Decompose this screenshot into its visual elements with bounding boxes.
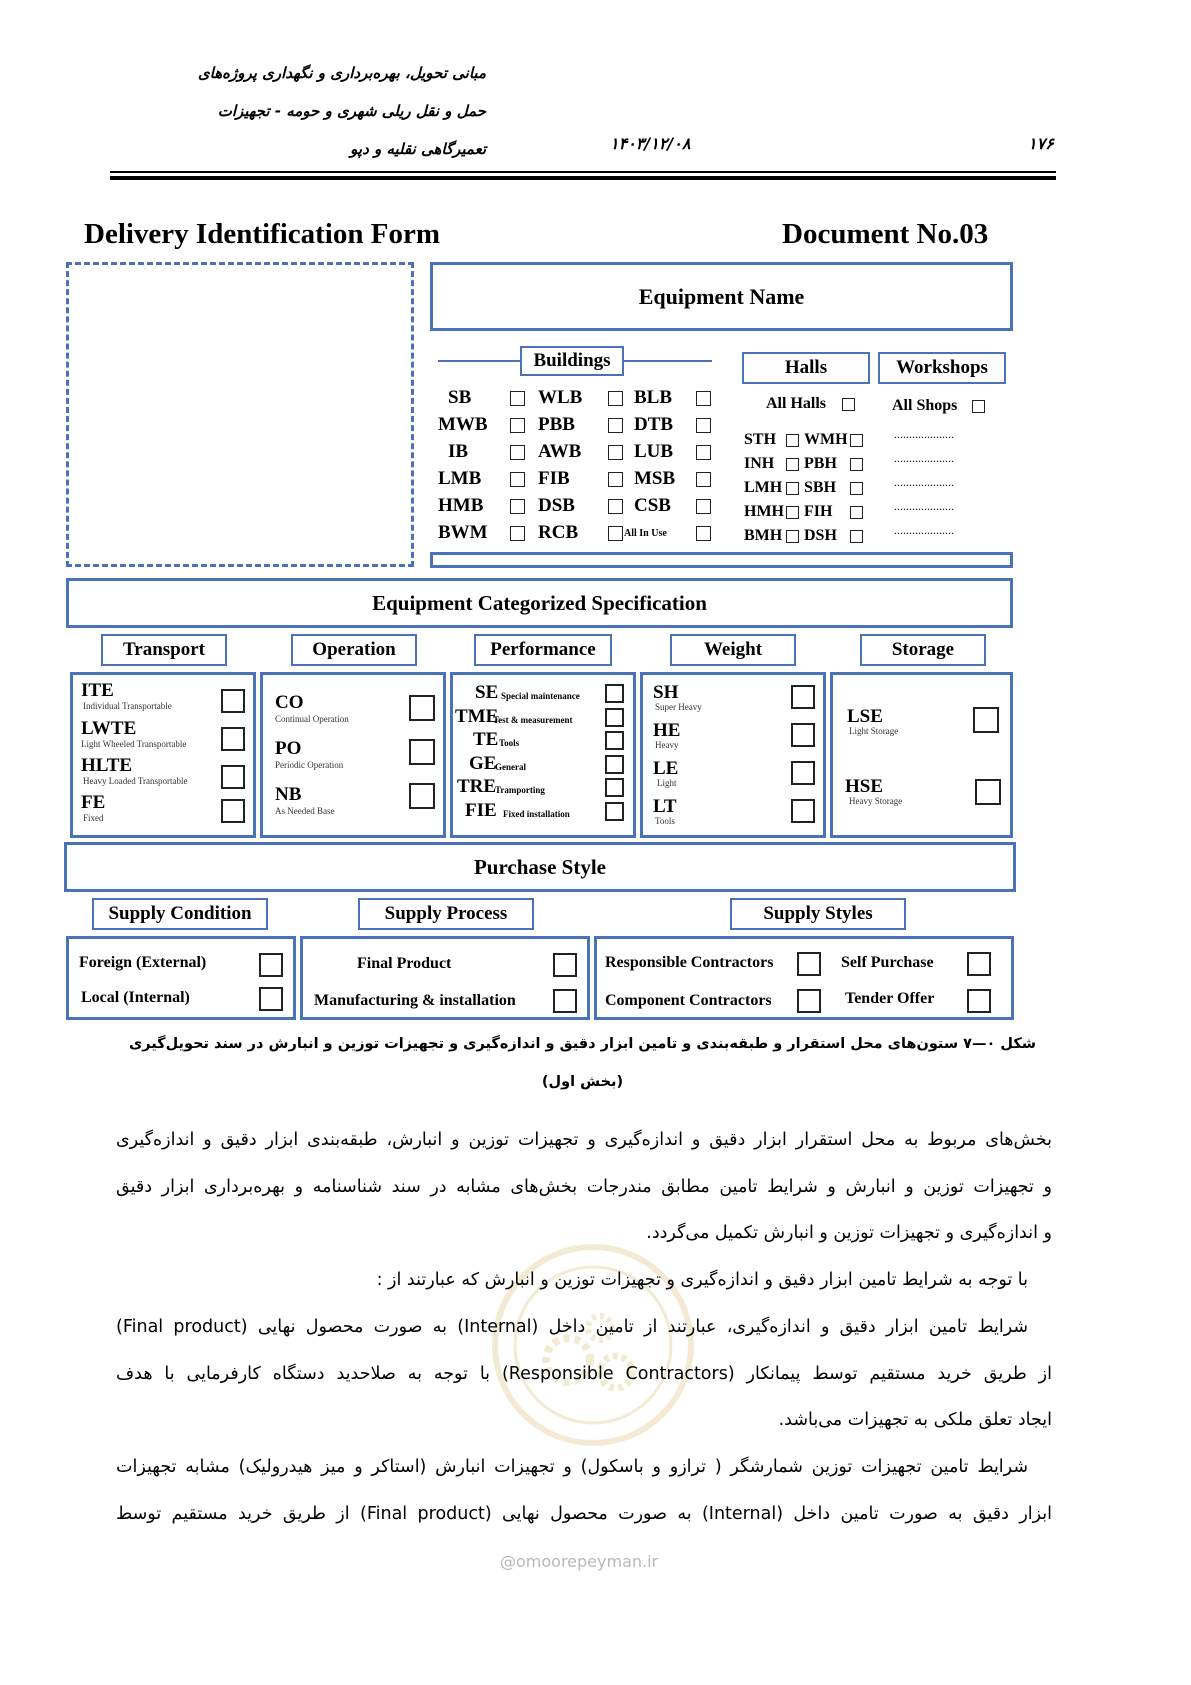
lt-code: LT — [653, 796, 677, 817]
workshop-field-5[interactable]: .................... — [894, 523, 954, 537]
workshop-field-4[interactable]: .................... — [894, 499, 954, 513]
header-date: ۱۴۰۳/۱۲/۰۸ — [610, 134, 691, 153]
workshops-label: Workshops — [878, 352, 1006, 384]
weight-box — [640, 672, 826, 838]
sh-desc: Super Heavy — [655, 702, 702, 712]
hall-wmh-checkbox[interactable] — [850, 434, 863, 447]
building-bwm-label: BWM — [438, 522, 488, 543]
perf-te-desc: Tools — [499, 738, 520, 748]
perf-tre-code: TRE — [457, 776, 497, 797]
supply-styles-box — [594, 936, 1014, 1020]
building-hmb-label: HMB — [438, 495, 484, 516]
nb-checkbox[interactable] — [409, 783, 435, 809]
hall-wmh-label: WMH — [804, 431, 848, 448]
manufacturing-checkbox[interactable] — [553, 989, 577, 1013]
final-product-checkbox[interactable] — [553, 953, 577, 977]
perf-te-checkbox[interactable] — [605, 731, 624, 750]
perf-tre-checkbox[interactable] — [605, 778, 624, 797]
ite-checkbox[interactable] — [221, 689, 245, 713]
building-msb-checkbox[interactable] — [696, 472, 711, 487]
transport-label: Transport — [101, 634, 227, 666]
supply-styles-label: Supply Styles — [730, 898, 906, 930]
halls-label: Halls — [742, 352, 870, 384]
building-lmb-checkbox[interactable] — [510, 472, 525, 487]
equipment-name-label: Equipment Name — [638, 283, 805, 309]
building-ib-label: IB — [448, 441, 469, 462]
he-desc: Heavy — [655, 740, 679, 750]
final-product-label: Final Product — [357, 955, 452, 972]
body-line-5: شرایط تامین ابزار دقیق و اندازه‌گیری، عبارتند از تامین داخل (Internal) به صورت محصول نهایی (Final product) — [116, 1317, 1029, 1337]
responsible-contractors-checkbox[interactable] — [797, 952, 821, 976]
purchase-style-title: Purchase Style — [473, 854, 607, 879]
hall-bmh-checkbox[interactable] — [786, 530, 799, 543]
perf-se-code: SE — [475, 682, 499, 703]
self-purchase-checkbox[interactable] — [967, 952, 991, 976]
hall-inh-label: INH — [744, 455, 775, 472]
body-line-4: با توجه به شرایط تامین ابزار دقیق و اندازه‌گیری و تجهیزات توزین و انبارش که عبارتند از : — [376, 1270, 1028, 1290]
hall-sth-label: STH — [744, 431, 777, 448]
perf-se-checkbox[interactable] — [605, 684, 624, 703]
all-halls-checkbox[interactable] — [842, 398, 855, 411]
building-dsb-label: DSB — [538, 495, 575, 516]
building-lub-checkbox[interactable] — [696, 445, 711, 460]
supply-condition-box — [66, 936, 296, 1020]
storage-label: Storage — [860, 634, 986, 666]
building-dtb-label: DTB — [634, 414, 674, 435]
hall-hmh-label: HMH — [744, 503, 784, 520]
component-contractors-label: Component Contractors — [605, 992, 772, 1009]
building-all-in-use-checkbox[interactable] — [696, 526, 711, 541]
location-bottom-bar — [430, 552, 1013, 568]
transport-box — [70, 672, 256, 838]
hse-code: HSE — [845, 776, 884, 797]
header-rule-bottom — [110, 176, 1056, 180]
workshop-field-2[interactable]: .................... — [894, 451, 954, 465]
workshop-field-1[interactable]: .................... — [894, 427, 954, 441]
hall-fih-label: FIH — [804, 503, 833, 520]
hall-inh-checkbox[interactable] — [786, 458, 799, 471]
le-checkbox[interactable] — [791, 761, 815, 785]
page-number: ۱۷۶ — [1028, 134, 1054, 153]
perf-tme-desc: Test & measurement — [493, 714, 573, 725]
all-shops-label: All Shops — [892, 397, 958, 414]
lwte-desc: Light Wheeled Transportable — [81, 739, 187, 749]
categorized-spec-title-box — [66, 578, 1013, 628]
building-ib-checkbox[interactable] — [510, 445, 525, 460]
lt-checkbox[interactable] — [791, 799, 815, 823]
foreign-checkbox[interactable] — [259, 953, 283, 977]
workshop-field-3[interactable]: .................... — [894, 475, 954, 489]
perf-tre-desc: Tramporting — [495, 785, 545, 795]
building-bwm-checkbox[interactable] — [510, 526, 525, 541]
building-dtb-checkbox[interactable] — [696, 418, 711, 433]
foreign-label: Foreign (External) — [79, 954, 207, 971]
ite-code: ITE — [81, 680, 114, 701]
sh-checkbox[interactable] — [791, 685, 815, 709]
ite-desc: Individual Transportable — [83, 701, 172, 711]
building-sb-label: SB — [448, 387, 472, 408]
tender-offer-label: Tender Offer — [845, 990, 935, 1007]
operation-label: Operation — [291, 634, 417, 666]
figure-caption-part: (بخش اول) — [541, 1074, 624, 1090]
building-hmb-checkbox[interactable] — [510, 499, 525, 514]
local-label: Local (Internal) — [81, 989, 190, 1006]
hall-lmh-checkbox[interactable] — [786, 482, 799, 495]
perf-fie-code: FIE — [465, 799, 497, 821]
perf-fie-checkbox[interactable] — [605, 802, 624, 821]
po-checkbox[interactable] — [409, 739, 435, 765]
building-wlb-checkbox[interactable] — [608, 391, 623, 406]
hall-pbh-label: PBH — [804, 455, 837, 472]
building-wlb-label: WLB — [538, 387, 583, 408]
perf-fie-desc: Fixed installation — [503, 808, 570, 819]
body-line-2: و تجهیزات توزین و انبارش و شرایط تامین مطابق مندرجات بخش‌های مشابه در سند شناسنامه و بهره‌برداری ابزار دقیق — [116, 1177, 1052, 1197]
lwte-code: LWTE — [81, 718, 137, 739]
responsible-contractors-label: Responsible Contractors — [605, 954, 774, 971]
perf-tme-code: TME — [455, 705, 499, 727]
lse-desc: Light Storage — [849, 726, 899, 736]
header-title-line-3: تعمیرگاهی نقلیه و دپو — [350, 140, 486, 158]
equipment-name-box[interactable] — [430, 262, 1013, 331]
building-lub-label: LUB — [634, 441, 674, 462]
form-title: Delivery Identification Form — [84, 218, 440, 250]
hall-dsh-label: DSH — [804, 527, 837, 544]
lt-desc: Tools — [655, 816, 675, 826]
location-panel — [430, 340, 1013, 568]
hall-sth-checkbox[interactable] — [786, 434, 799, 447]
lse-code: LSE — [847, 706, 883, 727]
hall-sbh-label: SBH — [804, 479, 837, 496]
building-msb-label: MSB — [634, 468, 676, 489]
body-line-8: شرایط تامین تجهیزات توزین شمارشگر ( ترازو و باسکول) و تجهیزات انبارش (استاکر و میز هیدرولیک) مشابه تجهیزات — [116, 1457, 1028, 1477]
fe-desc: Fixed — [83, 813, 104, 823]
figure-caption: شکل ۰—۷ ستون‌های محل استقرار و طبقه‌بندی و تامین ابزار دقیق و اندازه‌گیری و تجهیزات توزین و انبارش در سند تحویل‌گیری — [128, 1036, 1037, 1052]
building-fib-checkbox[interactable] — [608, 472, 623, 487]
body-line-9: ابزار دقیق به صورت تامین داخل (Internal) به صورت محصول نهایی (Final product) از طریق خرید مستقیم توسط — [116, 1504, 1053, 1524]
body-line-7: ایجاد تعلق ملکی به تجهیزات می‌باشد. — [778, 1410, 1052, 1430]
body-line-3: و اندازه‌گیری و تجهیزات توزین و انبارش تکمیل می‌گردد. — [646, 1223, 1052, 1243]
hlte-code: HLTE — [81, 755, 133, 776]
perf-ge-desc: General — [495, 761, 526, 772]
le-desc: Light — [657, 778, 677, 788]
building-csb-label: CSB — [634, 495, 671, 516]
hlte-checkbox[interactable] — [221, 765, 245, 789]
all-halls-label: All Halls — [766, 395, 827, 412]
building-rcb-label: RCB — [538, 522, 579, 543]
building-csb-checkbox[interactable] — [696, 499, 711, 514]
hall-lmh-label: LMH — [744, 479, 783, 496]
building-pbb-label: PBB — [538, 414, 575, 435]
local-checkbox[interactable] — [259, 987, 283, 1011]
building-pbb-checkbox[interactable] — [608, 418, 623, 433]
document-number: Document No.03 — [782, 218, 989, 250]
buildings-label: Buildings — [520, 346, 624, 376]
hall-dsh-checkbox[interactable] — [850, 530, 863, 543]
building-lmb-label: LMB — [438, 468, 482, 489]
hall-sbh-checkbox[interactable] — [850, 482, 863, 495]
header-title-line-2: حمل و نقل ریلی شهری و حومه - تجهیزات — [217, 102, 486, 120]
he-code: HE — [653, 720, 681, 741]
hse-checkbox[interactable] — [975, 779, 1001, 805]
header-title-line-1: مبانی تحویل، بهره‌برداری و نگهداری پروژه‌های — [197, 64, 486, 82]
hlte-desc: Heavy Loaded Transportable — [83, 776, 188, 786]
co-code: CO — [275, 692, 304, 713]
fe-checkbox[interactable] — [221, 799, 245, 823]
watermark-at-icon: @ — [500, 1552, 516, 1571]
component-contractors-checkbox[interactable] — [797, 989, 821, 1013]
building-all-in-use-label: All In Use — [624, 528, 667, 539]
building-mwb-checkbox[interactable] — [510, 418, 525, 433]
hse-desc: Heavy Storage — [849, 796, 903, 806]
buildings-rule-right — [624, 360, 712, 362]
hall-pbh-checkbox[interactable] — [850, 458, 863, 471]
tender-offer-checkbox[interactable] — [967, 989, 991, 1013]
building-mwb-label: MWB — [438, 414, 488, 435]
building-dsb-checkbox[interactable] — [608, 499, 623, 514]
building-awb-checkbox[interactable] — [608, 445, 623, 460]
building-sb-checkbox[interactable] — [510, 391, 525, 406]
perf-ge-code: GE — [469, 752, 497, 774]
weight-label: Weight — [670, 634, 796, 666]
manufacturing-label: Manufacturing & installation — [314, 992, 516, 1009]
supply-condition-label: Supply Condition — [92, 898, 268, 930]
storage-box — [830, 672, 1013, 838]
watermark-text — [500, 1552, 658, 1571]
lse-checkbox[interactable] — [973, 707, 999, 733]
nb-code: NB — [275, 784, 302, 805]
body-line-6: از طریق خرید مستقیم توسط پیمانکار (Responsible Contractors) با توجه به صلاحدید دستگاه کارفرمایی با هدف — [116, 1364, 1052, 1384]
hall-bmh-label: BMH — [744, 527, 783, 544]
building-blb-checkbox[interactable] — [696, 391, 711, 406]
po-desc: Periodic Operation — [275, 760, 344, 770]
building-awb-label: AWB — [538, 441, 582, 462]
performance-label: Performance — [474, 634, 612, 666]
body-line-1: بخش‌های مربوط به محل استقرار ابزار دقیق و اندازه‌گیری و تجهیزات توزین و انبارش، طبقه‌بندی ابزار دقیق و اندازه‌گیری — [116, 1130, 1052, 1150]
watermark-domain: omoorepeyman.ir — [516, 1552, 659, 1571]
hall-fih-checkbox[interactable] — [850, 506, 863, 519]
operation-box — [260, 672, 446, 838]
sh-code: SH — [653, 682, 679, 703]
nb-desc: As Needed Base — [275, 806, 335, 816]
po-code: PO — [275, 738, 302, 759]
fe-code: FE — [81, 792, 106, 813]
self-purchase-label: Self Purchase — [841, 954, 934, 971]
he-checkbox[interactable] — [791, 723, 815, 747]
co-checkbox[interactable] — [409, 695, 435, 721]
photo-placeholder[interactable] — [66, 262, 414, 567]
perf-se-desc: Special maintenance — [501, 691, 580, 701]
perf-ge-checkbox[interactable] — [605, 755, 624, 774]
buildings-rule-left — [438, 360, 520, 362]
header-rule-top — [110, 171, 1056, 173]
purchase-style-title-box — [64, 842, 1016, 892]
all-shops-checkbox[interactable] — [972, 400, 985, 413]
perf-te-code: TE — [473, 729, 499, 750]
co-desc: Continual Operation — [275, 714, 349, 724]
le-code: LE — [653, 758, 679, 779]
performance-box — [450, 672, 636, 838]
building-blb-label: BLB — [634, 387, 673, 408]
perf-tme-checkbox[interactable] — [605, 708, 624, 727]
building-fib-label: FIB — [538, 468, 570, 489]
hall-hmh-checkbox[interactable] — [786, 506, 799, 519]
building-rcb-checkbox[interactable] — [608, 526, 623, 541]
lwte-checkbox[interactable] — [221, 727, 245, 751]
categorized-spec-title: Equipment Categorized Specification — [372, 590, 707, 615]
supply-process-box — [300, 936, 590, 1020]
supply-process-label: Supply Process — [358, 898, 534, 930]
